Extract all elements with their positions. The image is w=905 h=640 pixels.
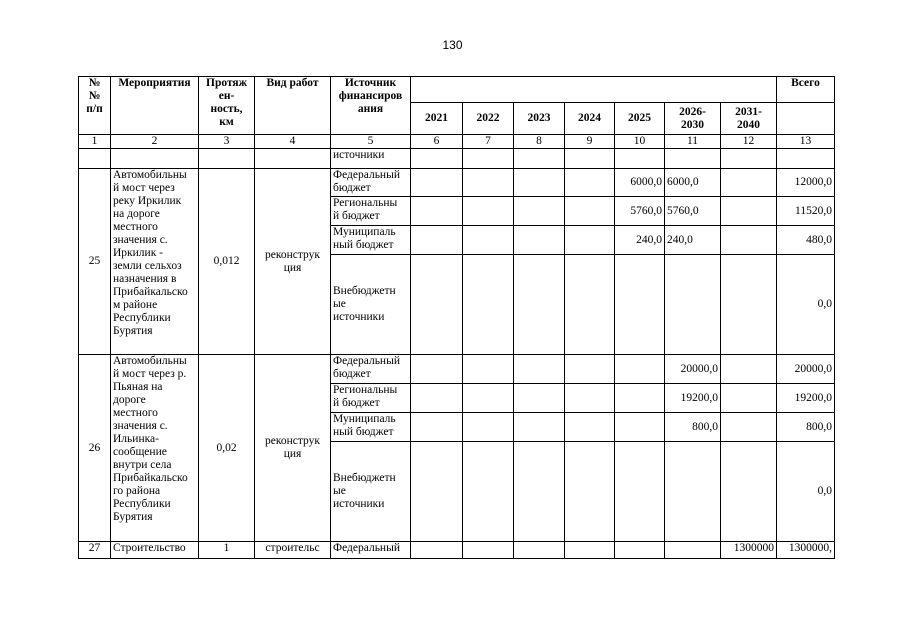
header-work-type: Вид работ [255,77,331,135]
value-2026-2030: 240,0 [665,226,721,255]
column-number: 11 [665,135,721,149]
column-number: 7 [463,135,514,149]
column-number: 1 [79,135,111,149]
value-2026-2030: 6000,0 [665,169,721,197]
value-total: 11520,0 [777,197,835,226]
value-2031-2040 [721,355,777,384]
column-number: 4 [255,135,331,149]
value-2031-2040 [721,413,777,442]
column-number: 3 [199,135,255,149]
header-year: 2031- 2040 [721,103,777,135]
project-measure: Автомобильны й мост через реку Иркилик на дороге местного значения с. Иркилик - земли сельхоз назначения в Прибайкальско м районе Республики Бурятия [111,169,199,355]
column-number: 13 [777,135,835,149]
value-2025 [615,442,665,542]
header-year: 2024 [565,103,615,135]
project-work-type: реконструк ция [255,355,331,542]
project-work-type: строительс [255,542,331,559]
source-cell: Региональны й бюджет [331,384,411,413]
project-measure: Автомобильны й мост через р. Пьяная на дороге местного значения с. Ильинка- сообщение внутри села Прибайкальско го района Республики Бурятия [111,355,199,542]
column-number: 9 [565,135,615,149]
project-work-type: реконструк ция [255,169,331,355]
header-num: № № п/п [79,77,111,135]
table-row [79,169,835,197]
source-cell: источники [331,149,411,169]
value-total: 19200,0 [777,384,835,413]
column-number: 8 [514,135,565,149]
value-2031-2040 [721,255,777,355]
value-2031-2040 [721,169,777,197]
project-length: 1 [199,542,255,559]
value-2025: 240,0 [615,226,665,255]
financing-table [78,76,835,559]
continuation-row [79,149,835,169]
source-cell: Внебюджетн ые источники [331,442,411,542]
header-measures: Мероприятия [111,77,199,135]
column-number: 2 [111,135,199,149]
value-2031-2040 [721,226,777,255]
source-cell: Федеральный бюджет [331,169,411,197]
column-number: 6 [411,135,463,149]
source-cell: Муниципаль ный бюджет [331,413,411,442]
project-length: 0,02 [199,355,255,542]
header-year: 2023 [514,103,565,135]
value-2025 [615,355,665,384]
header-total-blank [777,103,835,135]
value-2025: 6000,0 [615,169,665,197]
header-total: Всего [777,77,835,103]
header-years-group [411,77,777,103]
value-total: 20000,0 [777,355,835,384]
column-number: 5 [331,135,411,149]
header-year: 2022 [463,103,514,135]
column-numbers-row [79,135,835,149]
value-2025 [615,255,665,355]
source-cell: Региональны й бюджет [331,197,411,226]
project-number: 27 [79,542,111,559]
header-year: 2026- 2030 [665,103,721,135]
value-2031-2040: 1300000 [721,542,777,559]
value-total: 0,0 [777,442,835,542]
value-2026-2030 [665,255,721,355]
project-number: 26 [79,355,111,542]
value-2025 [615,413,665,442]
value-2031-2040 [721,197,777,226]
value-2031-2040 [721,384,777,413]
value-2026-2030: 19200,0 [665,384,721,413]
source-cell: Внебюджетн ые источники [331,255,411,355]
value-total: 0,0 [777,255,835,355]
value-total: 12000,0 [777,169,835,197]
value-2031-2040 [721,442,777,542]
source-cell: Федеральный [331,542,411,559]
header-year: 2025 [615,103,665,135]
value-total: 480,0 [777,226,835,255]
value-2025 [615,384,665,413]
table-row [79,542,835,559]
value-2026-2030: 20000,0 [665,355,721,384]
value-2026-2030 [665,442,721,542]
header-year: 2021 [411,103,463,135]
source-cell: Федеральный бюджет [331,355,411,384]
value-total: 800,0 [777,413,835,442]
table-row [79,355,835,384]
source-cell: Муниципаль ный бюджет [331,226,411,255]
value-2026-2030: 800,0 [665,413,721,442]
column-number: 10 [615,135,665,149]
value-total: 1300000, [777,542,835,559]
header-source: Источник финансиров ания [331,77,411,135]
value-2025: 5760,0 [615,197,665,226]
project-length: 0,012 [199,169,255,355]
header-length: Протяж ен- ность, км [199,77,255,135]
project-number: 25 [79,169,111,355]
value-2026-2030: 5760,0 [665,197,721,226]
column-number: 12 [721,135,777,149]
page-number: 130 [442,38,463,52]
project-measure: Строительство [111,542,199,559]
